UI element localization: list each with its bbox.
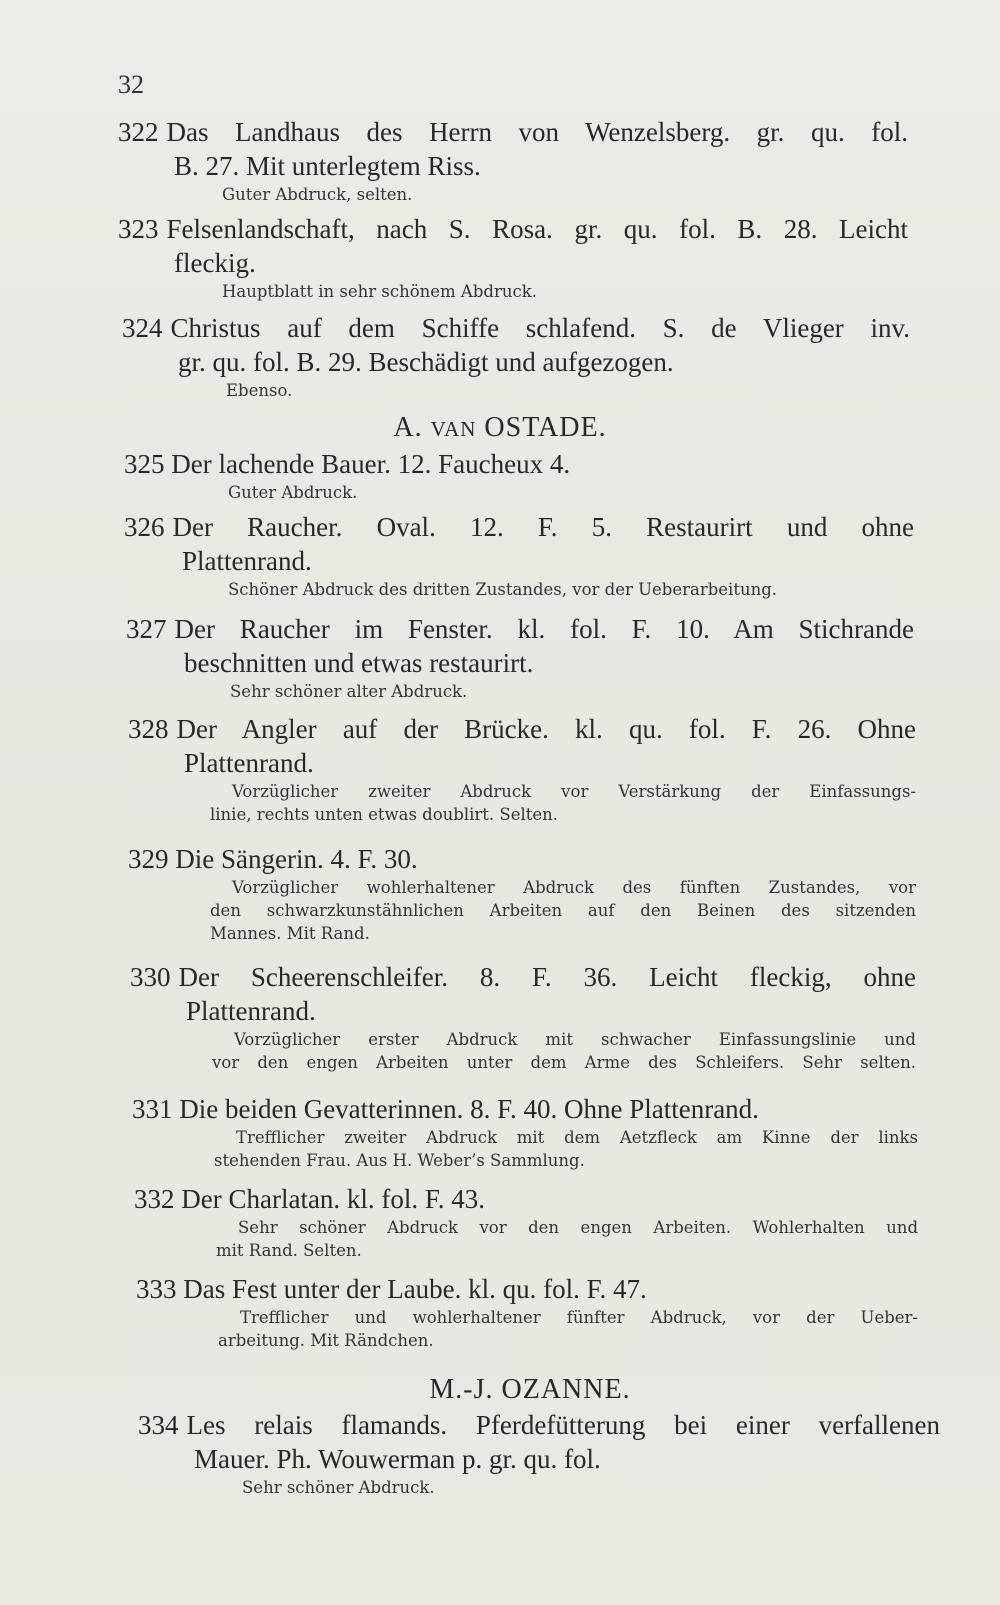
entry-title: Les relais flamands. Pferdefütterung bei einer verfallenen bbox=[186, 1410, 940, 1440]
section-heading: M.-J. OZANNE. bbox=[429, 1374, 631, 1405]
entry-line bbox=[128, 712, 916, 746]
catalog-entry bbox=[132, 1092, 918, 1172]
entry-line bbox=[124, 447, 910, 481]
entry-number: 330 bbox=[130, 962, 171, 992]
entry-line bbox=[134, 1182, 918, 1216]
entry-number: 322 bbox=[118, 117, 159, 147]
catalog-entry bbox=[134, 1182, 918, 1262]
heading-initial: A. bbox=[393, 412, 423, 443]
entry-note: Guter Abdruck. bbox=[228, 483, 358, 502]
entry-note: Sehr schöner alter Abdruck. bbox=[230, 682, 468, 701]
catalog-entry bbox=[124, 510, 914, 601]
entry-title: Der Raucher im Fenster. kl. fol. F. 10. Am Stichrande bbox=[174, 614, 914, 644]
catalog-entry bbox=[122, 311, 910, 402]
heading-name: OSTADE. bbox=[484, 412, 607, 443]
entry-continuation: B. 27. Mit unterlegtem Riss. bbox=[174, 151, 481, 181]
entry-note: arbeitung. Mit Rändchen. bbox=[218, 1331, 434, 1350]
entry-number: 328 bbox=[128, 714, 169, 744]
entry-note: Trefflicher zweiter Abdruck mit dem Aetzfleck am Kinne der links bbox=[236, 1128, 918, 1147]
catalog-entry bbox=[118, 115, 908, 206]
entry-number: 329 bbox=[128, 844, 169, 874]
entry-continuation: Plattenrand. bbox=[182, 546, 312, 576]
heading-van: VAN bbox=[430, 417, 477, 441]
entry-note: mit Rand. Selten. bbox=[216, 1241, 362, 1260]
entry-number: 332 bbox=[134, 1184, 175, 1214]
entry-line bbox=[124, 510, 914, 544]
entry-note: Mannes. Mit Rand. bbox=[210, 924, 370, 943]
entry-line bbox=[138, 1408, 940, 1442]
section-heading bbox=[0, 412, 1000, 444]
entry-number: 333 bbox=[136, 1274, 177, 1304]
entry-note: Trefflicher und wohlerhaltener fünfter Abdruck, vor der Ueber- bbox=[240, 1308, 918, 1327]
entry-continuation: beschnitten und etwas restaurirt. bbox=[184, 648, 534, 678]
entry-continuation: gr. qu. fol. B. 29. Beschädigt und aufgezogen. bbox=[178, 347, 674, 377]
entry-continuation: Plattenrand. bbox=[184, 748, 314, 778]
entry-note: Vorzüglicher wohlerhaltener Abdruck des fünften Zustandes, vor bbox=[232, 878, 916, 897]
entry-number: 334 bbox=[138, 1410, 179, 1440]
entry-note: stehenden Frau. Aus H. Weber’s Sammlung. bbox=[214, 1151, 585, 1170]
entry-line bbox=[122, 311, 910, 345]
entry-number: 325 bbox=[124, 449, 165, 479]
entry-line bbox=[126, 612, 914, 646]
entry-title: Der lachende Bauer. 12. Faucheux 4. bbox=[171, 449, 571, 479]
page-number: 32 bbox=[118, 70, 144, 99]
entry-note: den schwarzkunstähnlichen Arbeiten auf den Beinen des sitzenden bbox=[210, 901, 916, 920]
catalog-entry bbox=[128, 712, 916, 826]
catalog-entry bbox=[130, 960, 916, 1074]
entry-number: 326 bbox=[124, 512, 165, 542]
entry-continuation: fleckig. bbox=[174, 248, 256, 278]
entry-title: Das Landhaus des Herrn von Wenzelsberg. gr. qu. fol. bbox=[166, 117, 908, 147]
entry-title: Der Scheerenschleifer. 8. F. 36. Leicht fleckig, ohne bbox=[178, 962, 916, 992]
catalog-entry bbox=[126, 612, 914, 703]
entry-title: Das Fest unter der Laube. kl. qu. fol. F. 47. bbox=[183, 1274, 647, 1304]
entry-title: Felsenlandschaft, nach S. Rosa. gr. qu. fol. B. 28. Leicht bbox=[166, 214, 908, 244]
entry-title: Christus auf dem Schiffe schlafend. S. de Vlieger inv. bbox=[170, 313, 910, 343]
catalog-entry bbox=[138, 1408, 940, 1499]
entry-title: Der Angler auf der Brücke. kl. qu. fol. F. 26. Ohne bbox=[176, 714, 916, 744]
catalog-entry bbox=[124, 447, 910, 504]
entry-line bbox=[130, 960, 916, 994]
entry-note: linie, rechts unten etwas doublirt. Selten. bbox=[210, 805, 559, 824]
entry-note: Schöner Abdruck des dritten Zustandes, vor der Ueberarbeitung. bbox=[228, 580, 778, 599]
entry-title: Der Raucher. Oval. 12. F. 5. Restaurirt und ohne bbox=[172, 512, 914, 542]
entry-continuation: Mauer. Ph. Wouwerman p. gr. qu. fol. bbox=[194, 1444, 601, 1474]
entry-title: Die beiden Gevatterinnen. 8. F. 40. Ohne Plattenrand. bbox=[179, 1094, 759, 1124]
entry-line bbox=[132, 1092, 918, 1126]
entry-note: Hauptblatt in sehr schönem Abdruck. bbox=[222, 282, 537, 301]
entry-note: Vorzüglicher zweiter Abdruck vor Verstärkung der Einfassungs- bbox=[232, 782, 916, 801]
entry-note: Ebenso. bbox=[226, 381, 293, 400]
entry-number: 327 bbox=[126, 614, 167, 644]
entry-note: Sehr schöner Abdruck vor den engen Arbeiten. Wohlerhalten und bbox=[238, 1218, 918, 1237]
entry-number: 331 bbox=[132, 1094, 173, 1124]
entry-note: Vorzüglicher erster Abdruck mit schwacher Einfassungslinie und bbox=[234, 1030, 916, 1049]
entry-title: Die Sängerin. 4. F. 30. bbox=[175, 844, 418, 874]
entry-line bbox=[136, 1272, 918, 1306]
entry-number: 323 bbox=[118, 214, 159, 244]
entry-title: Der Charlatan. kl. fol. F. 43. bbox=[181, 1184, 486, 1214]
entry-line bbox=[118, 115, 908, 149]
entry-note: vor den engen Arbeiten unter dem Arme des Schleifers. Sehr selten. bbox=[212, 1053, 916, 1072]
entry-line bbox=[128, 842, 916, 876]
entry-continuation: Plattenrand. bbox=[186, 996, 316, 1026]
catalog-entry bbox=[118, 212, 908, 303]
catalog-entry bbox=[136, 1272, 918, 1352]
entry-note: Sehr schöner Abdruck. bbox=[242, 1478, 435, 1497]
entry-note: Guter Abdruck, selten. bbox=[222, 185, 413, 204]
entry-line bbox=[118, 212, 908, 246]
entry-number: 324 bbox=[122, 313, 163, 343]
catalog-entry bbox=[128, 842, 916, 945]
